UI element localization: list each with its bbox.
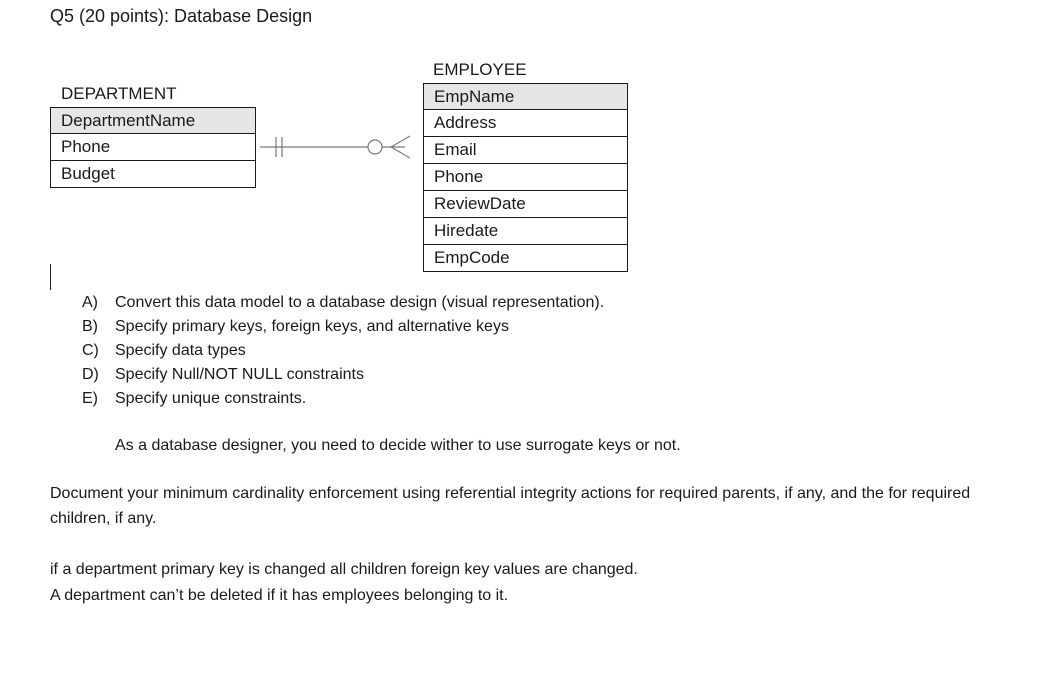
task-item <box>82 315 604 339</box>
employee-entity <box>423 83 628 272</box>
task-text: Convert this data model to a database design (visual representation). <box>115 294 605 311</box>
employee-attribute: EmpName <box>423 83 628 110</box>
text-cursor <box>50 264 51 290</box>
department-attribute: DepartmentName <box>50 107 256 134</box>
department-attribute: Budget <box>50 161 256 188</box>
task-text: Specify primary keys, foreign keys, and alternative keys <box>115 318 509 335</box>
task-item <box>82 339 604 363</box>
rule-delete-restrict: A department can’t be deleted if it has employees belonging to it. <box>50 587 509 604</box>
employee-attribute: Email <box>423 137 628 164</box>
question-title: Q5 (20 points): Database Design <box>50 6 313 26</box>
task-list <box>82 291 604 411</box>
employee-attribute: Address <box>423 110 628 137</box>
task-letter: C) <box>82 342 99 359</box>
task-letter: B) <box>82 318 98 335</box>
task-letter: D) <box>82 366 99 383</box>
task-item <box>82 291 604 315</box>
surrogate-note: As a database designer, you need to decide wither to use surrogate keys or not. <box>115 437 681 454</box>
department-entity-title: DEPARTMENT <box>61 84 177 103</box>
employee-attribute: Hiredate <box>423 218 628 245</box>
department-attribute: Phone <box>50 134 256 161</box>
task-item <box>82 387 604 411</box>
document-instruction: Document your minimum cardinality enforcement using referential integrity actions for required parents, if any, and the for required children, if any. <box>50 485 971 527</box>
task-letter: A) <box>82 294 98 311</box>
task-text: Specify unique constraints. <box>115 390 307 407</box>
employee-attribute: ReviewDate <box>423 191 628 218</box>
task-text: Specify data types <box>115 342 246 359</box>
task-letter: E) <box>82 390 98 407</box>
employee-entity-title: EMPLOYEE <box>433 60 527 79</box>
task-text: Specify Null/NOT NULL constraints <box>115 366 364 383</box>
department-entity <box>50 107 256 188</box>
relationship-line <box>260 130 420 164</box>
optional-zero-marker <box>368 140 382 154</box>
employee-attribute: EmpCode <box>423 245 628 272</box>
task-item <box>82 363 604 387</box>
rule-update-cascade: if a department primary key is changed all children foreign key values are changed. <box>50 561 638 578</box>
employee-attribute: Phone <box>423 164 628 191</box>
